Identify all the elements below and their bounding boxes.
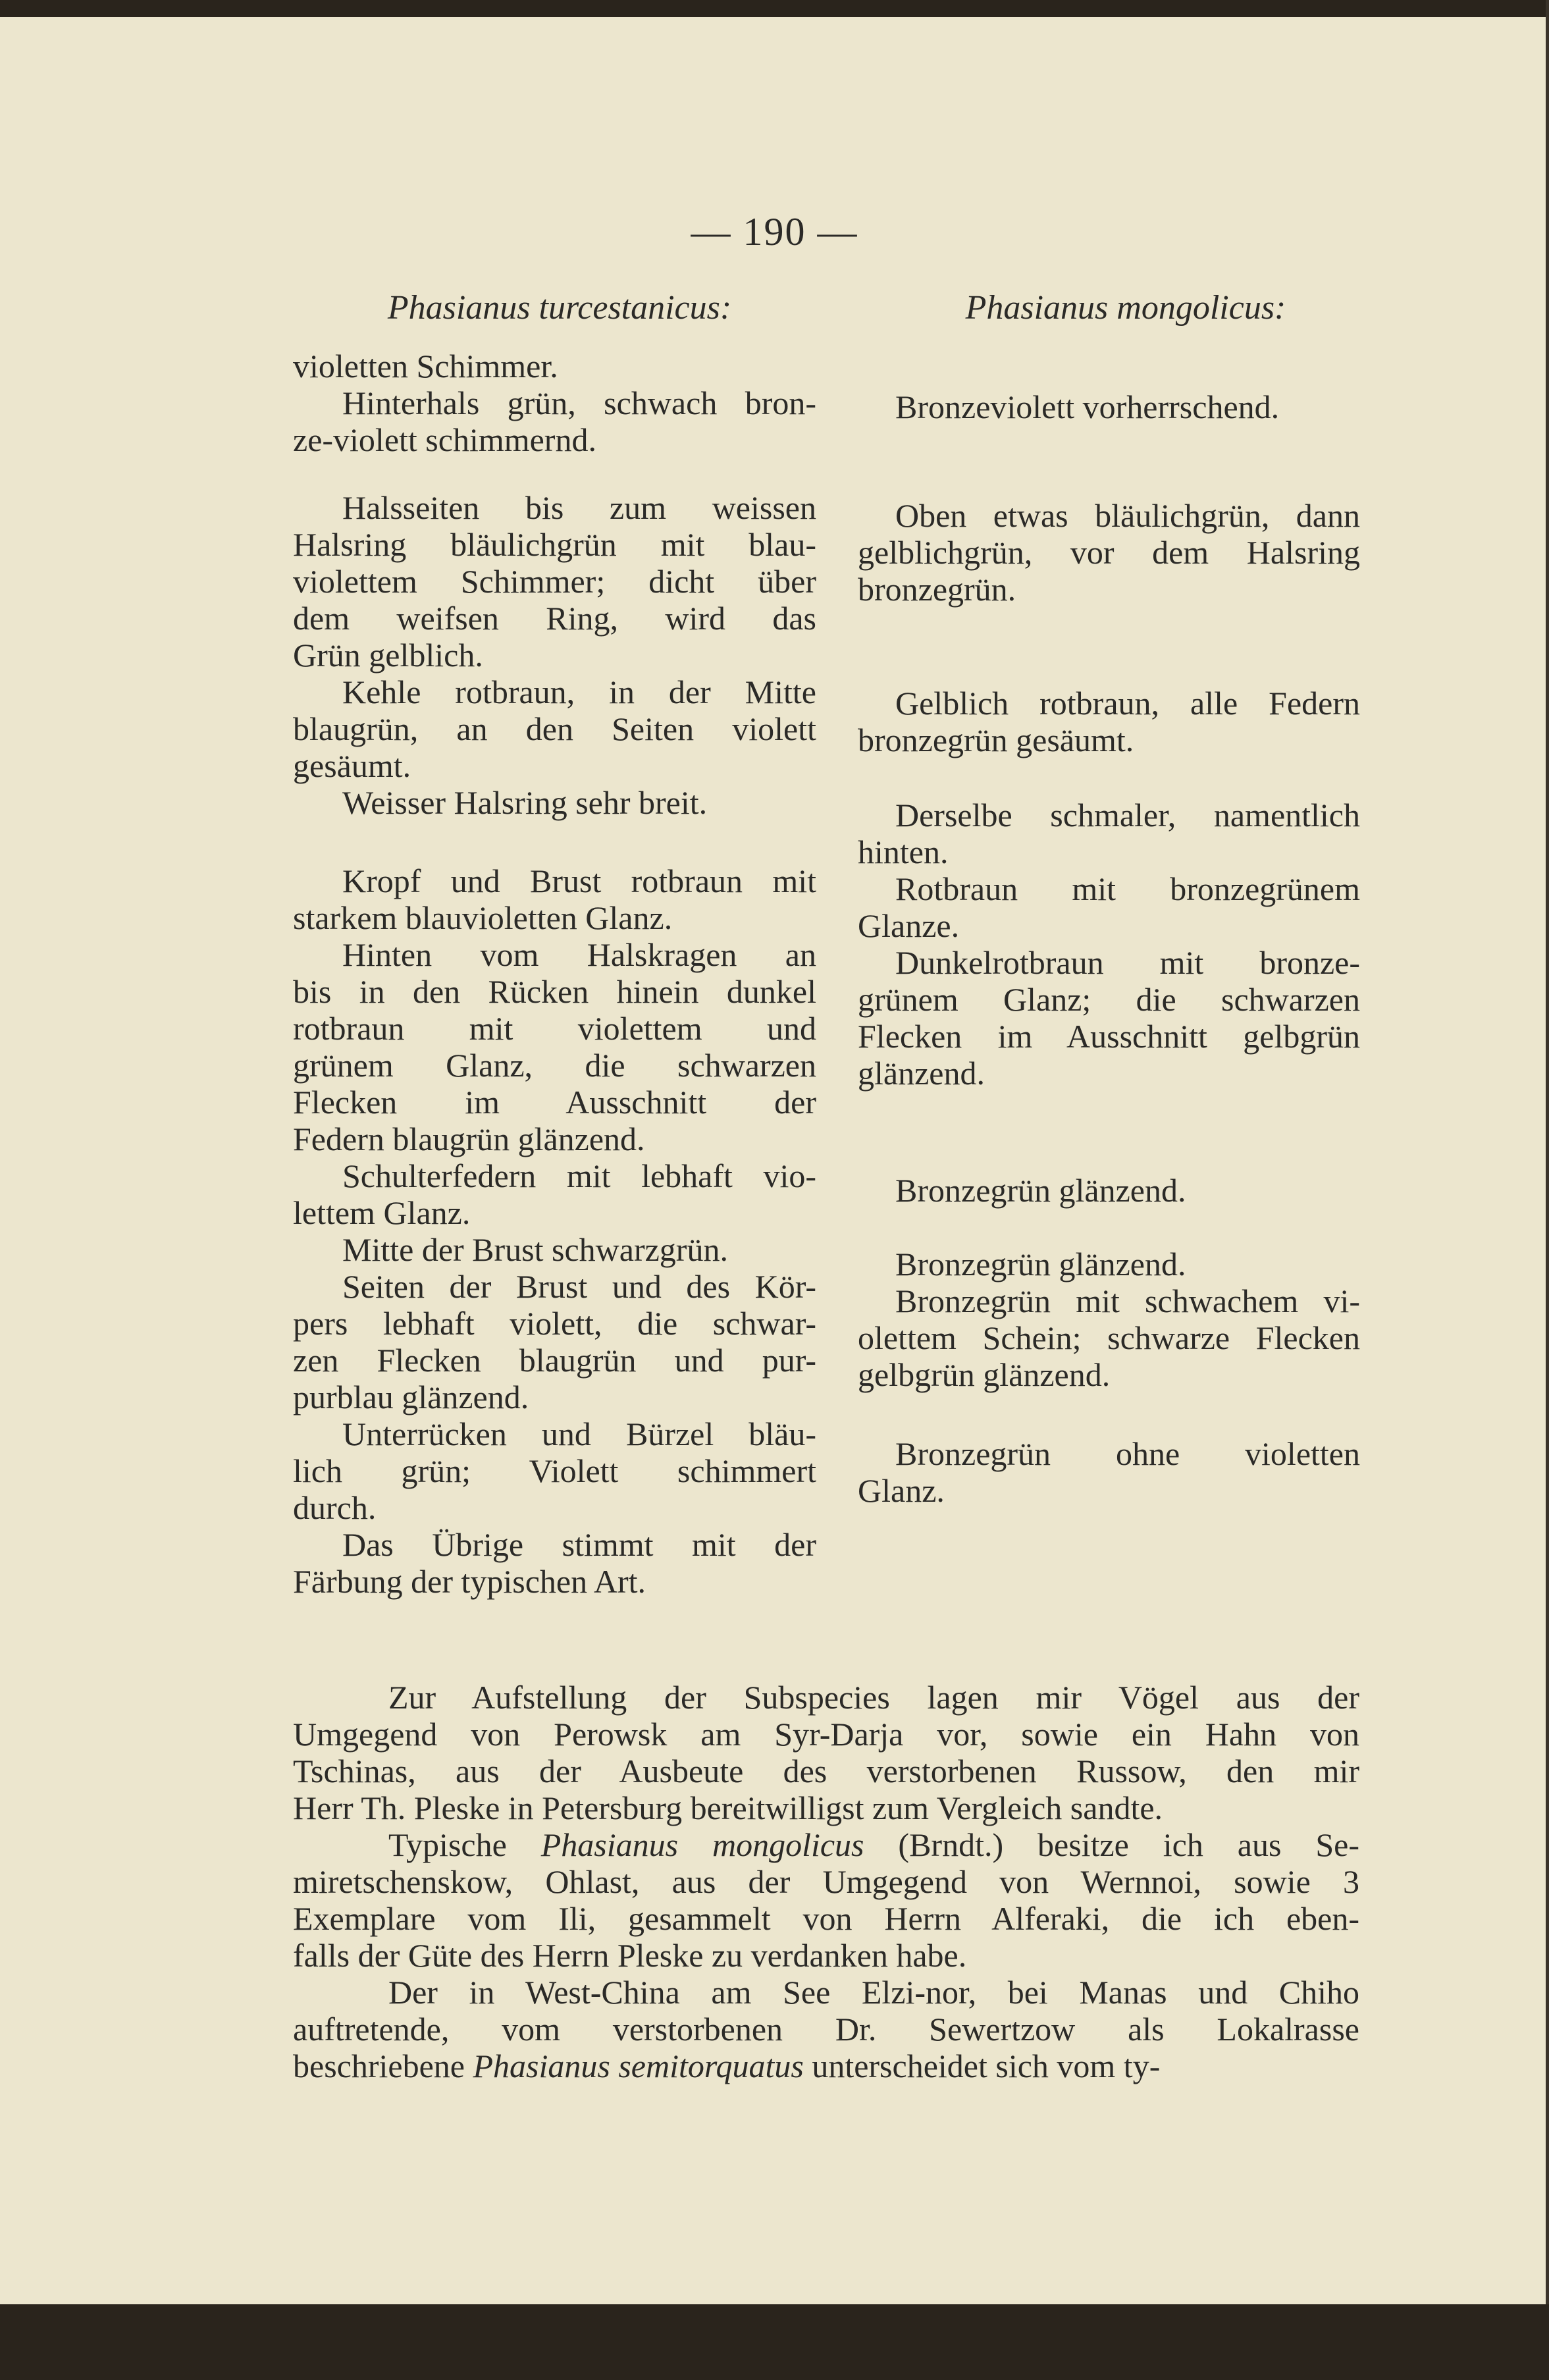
right-line: hinten.: [858, 833, 949, 870]
right-line: Derselbe schmaler, namentlich: [895, 797, 1360, 833]
left-line: gesäumt.: [293, 747, 411, 784]
right-line: gelbgrün glänzend.: [858, 1356, 1111, 1393]
left-line: durch.: [293, 1489, 377, 1526]
left-line: Kropf und Brust rotbraun mit: [342, 862, 816, 899]
left-line: Hinterhals grün, schwach bron-: [342, 384, 816, 421]
body-line: [293, 2048, 1359, 2084]
body-text-run: beschriebene: [293, 2048, 473, 2084]
right-line: bronzegrün gesäumt.: [858, 722, 1134, 758]
body-line: [388, 1826, 1359, 1863]
body-line: Der in West-China am See Elzi-nor, bei Manas und Chiho: [388, 1974, 1359, 2011]
left-line: violettem Schimmer; dicht über: [293, 563, 816, 600]
right-line: Glanz.: [858, 1472, 945, 1509]
left-line: lettem Glanz.: [293, 1194, 471, 1231]
right-line: Gelblich rotbraun, alle Federn: [895, 685, 1360, 722]
left-column-heading: Phasianus turcestanicus:: [387, 289, 732, 327]
body-text-run: unterscheidet sich vom ty-: [803, 2048, 1161, 2084]
right-line: Bronzegrün glänzend.: [895, 1172, 1186, 1209]
left-line: Federn blaugrün glänzend.: [293, 1121, 645, 1157]
right-line: Bronzegrün glänzend.: [895, 1246, 1186, 1283]
left-line: Seiten der Brust und des Kör-: [342, 1268, 816, 1305]
left-line: blaugrün, an den Seiten violett: [293, 710, 816, 747]
body-line: Umgegend von Perowsk am Syr-Darja vor, sowie ein Hahn von: [293, 1716, 1359, 1753]
body-line: Exemplare vom Ili, gesammelt von Herrn Alferaki, die ich eben-: [293, 1900, 1359, 1937]
right-line: glänzend.: [858, 1055, 985, 1092]
left-line: violetten Schimmer.: [293, 348, 558, 384]
left-line: Mitte der Brust schwarzgrün.: [342, 1231, 728, 1268]
right-line: Oben etwas bläulichgrün, dann: [895, 497, 1360, 534]
right-line: Dunkelrotbraun mit bronze-: [895, 944, 1360, 981]
left-line: grünem Glanz, die schwarzen: [293, 1047, 816, 1084]
right-line: grünem Glanz; die schwarzen: [858, 981, 1360, 1018]
left-line: rotbraun mit violettem und: [293, 1010, 816, 1047]
body-text-run: (Brndt.) besitze ich aus Se-: [864, 1826, 1359, 1863]
left-line: Unterrücken und Bürzel bläu-: [342, 1415, 816, 1452]
left-line: bis in den Rücken hinein dunkel: [293, 973, 816, 1010]
right-line: Flecken im Ausschnitt gelbgrün: [858, 1018, 1360, 1055]
left-line: dem weifsen Ring, wird das: [293, 600, 816, 637]
left-line: zen Flecken blaugrün und pur-: [293, 1342, 816, 1379]
left-line: Färbung der typischen Art.: [293, 1563, 646, 1600]
left-line: Halsseiten bis zum weissen: [342, 489, 816, 526]
left-line: pers lebhaft violett, die schwar-: [293, 1305, 816, 1342]
left-line: Kehle rotbraun, in der Mitte: [342, 674, 816, 710]
right-line: Rotbraun mit bronzegrünem: [895, 870, 1360, 907]
left-line: Hinten vom Halskragen an: [342, 936, 816, 973]
left-line: Schulterfedern mit lebhaft vio-: [342, 1157, 816, 1194]
scan-right-edge: [1546, 0, 1549, 2380]
body-line: Zur Aufstellung der Subspecies lagen mir Vögel aus der: [388, 1679, 1359, 1716]
body-line: auftretende, vom verstorbenen Dr. Sewertzow als Lokalrasse: [293, 2011, 1359, 2048]
right-line: Bronzegrün mit schwachem vi-: [895, 1283, 1360, 1319]
species-name-italic: Phasianus mongolicus: [540, 1826, 864, 1863]
right-line: olettem Schein; schwarze Flecken: [858, 1319, 1360, 1356]
scan-top-edge: [0, 0, 1549, 17]
body-text-run: Typische: [388, 1826, 541, 1863]
left-line: Weisser Halsring sehr breit.: [342, 784, 708, 821]
left-line: Halsring bläulichgrün mit blau-: [293, 526, 816, 563]
body-line: miretschenskow, Ohlast, aus der Umgegend von Wernnoi, sowie 3: [293, 1863, 1359, 1900]
right-line: Bronzegrün ohne violetten: [895, 1435, 1360, 1472]
right-line: bronzegrün.: [858, 571, 1016, 608]
right-column-heading: Phasianus mongolicus:: [965, 289, 1286, 327]
left-line: lich grün; Violett schimmert: [293, 1452, 816, 1489]
left-line: Grün gelblich.: [293, 637, 483, 674]
body-line: Herr Th. Pleske in Petersburg bereitwilligst zum Vergleich sandte.: [293, 1789, 1163, 1826]
left-line: purblau glänzend.: [293, 1379, 529, 1415]
left-line: Das Übrige stimmt mit der: [342, 1526, 816, 1563]
right-line: gelblichgrün, vor dem Halsring: [858, 534, 1360, 571]
right-line: Glanze.: [858, 907, 960, 944]
page-number: — 190 —: [691, 210, 858, 253]
left-line: Flecken im Ausschnitt der: [293, 1084, 816, 1121]
scan-bottom-edge: [0, 2304, 1549, 2380]
left-line: starkem blauvioletten Glanz.: [293, 899, 673, 936]
body-line: falls der Güte des Herrn Pleske zu verdanken habe.: [293, 1937, 967, 1974]
right-line: Bronzeviolett vorherrschend.: [895, 388, 1280, 425]
species-name-italic: Phasianus semitorquatus: [473, 2048, 804, 2084]
body-line: Tschinas, aus der Ausbeute des verstorbenen Russow, den mir: [293, 1753, 1359, 1789]
left-line: ze-violett schimmernd.: [293, 421, 596, 458]
